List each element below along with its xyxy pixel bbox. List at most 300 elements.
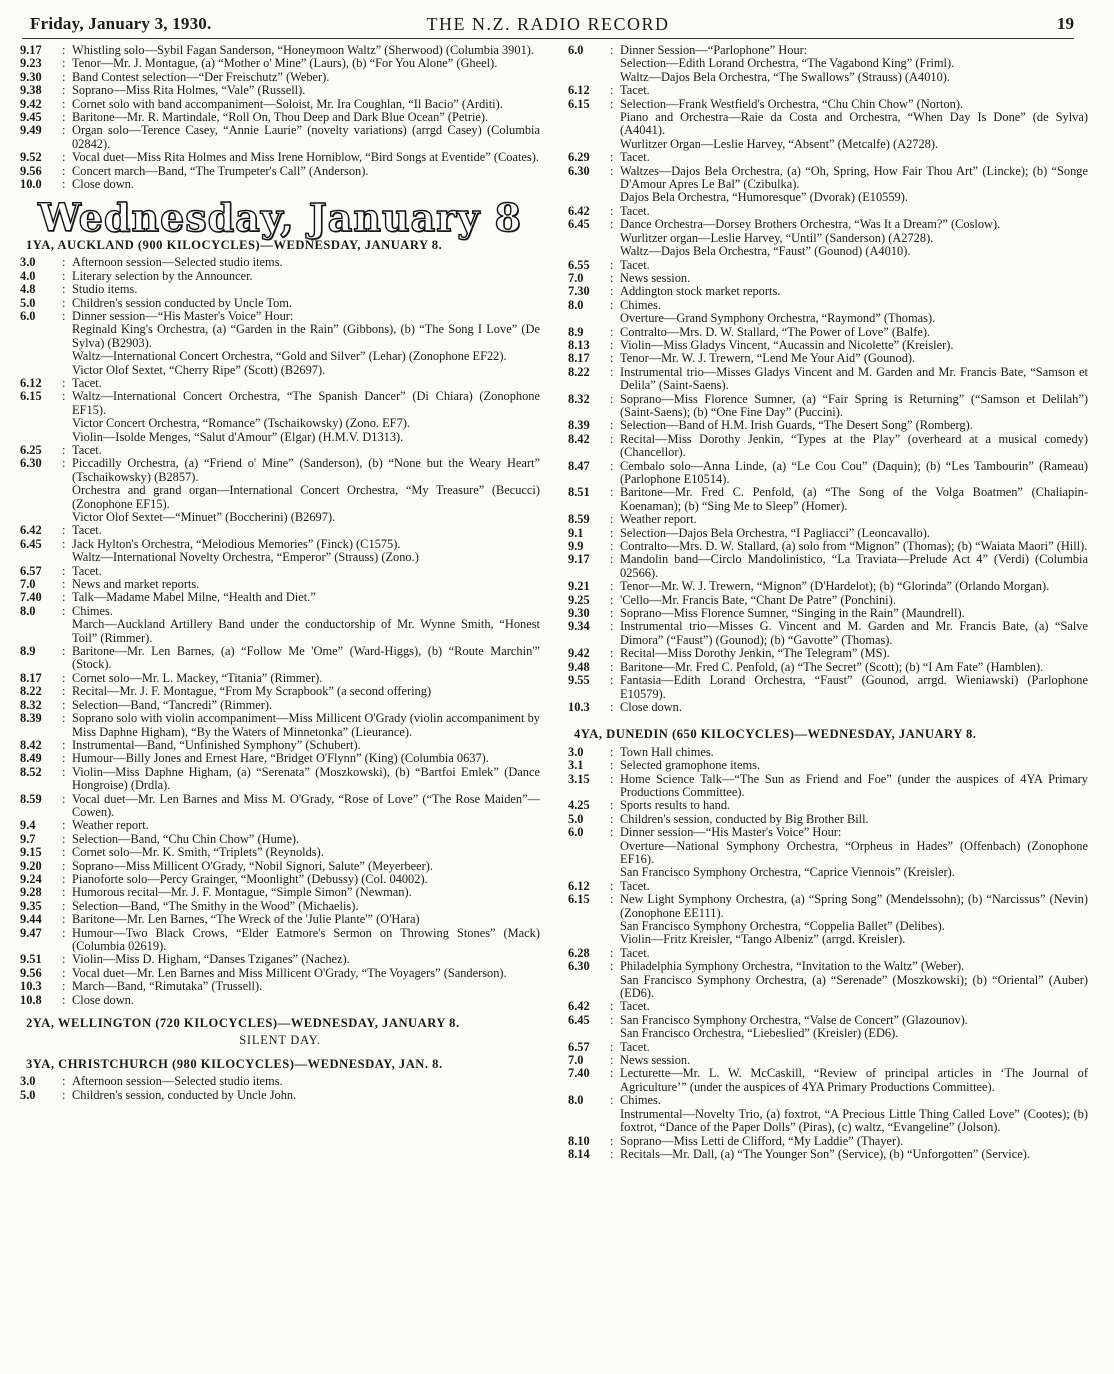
entry-time: 8.22 <box>20 684 42 699</box>
station-heading-auckland: 1YA, AUCKLAND (900 KILOCYCLES)—WEDNESDAY, JANUARY 8. <box>26 237 443 252</box>
programme-entry <box>20 484 540 511</box>
entry-time: 6.0 <box>20 308 36 323</box>
entry-time: 4.0 <box>20 268 36 283</box>
entry-time: 3.1 <box>568 758 584 773</box>
programme-entry: 5.0 : Children's session, conducted by Big Brother Bill. <box>568 813 1088 826</box>
programme-entry: 6.57 : Tacet. <box>568 1041 1088 1054</box>
entry-description: Violin—Miss Gladys Vincent, “Aucassin and Nicolette” (Kreisler). <box>620 337 954 352</box>
entry-time: 8.32 <box>20 697 42 712</box>
page-number: 19 <box>1057 14 1074 33</box>
entry-time: 9.51 <box>20 952 42 967</box>
entry-description: Baritone—Mr. Fred C. Penfold, (a) “The Secret” (Scott); (b) “I Am Fate” (Hamblen). <box>620 659 1044 674</box>
programme-entry: 9.17 : Mandolin band—Circlo Mandolinistico, “La Traviata—Prelude Act 4” (Verdi) (Columbia 02566). <box>568 552 1088 580</box>
entry-description: Town Hall chimes. <box>620 744 714 759</box>
entry-description: Dinner session—“His Master's Voice” Hour: <box>620 825 842 840</box>
entry-description: Philadelphia Symphony Orchestra, “Invitation to the Waltz” (Weber). <box>620 959 965 974</box>
entry-description: Victor Olof Sextet, “Cherry Ripe” (Scott) (B2697). <box>72 362 326 377</box>
entry-description: Violin—Fritz Kreisler, “Tango Albeniz” (arrgd. Kreisler). <box>620 932 906 947</box>
entry-description: Literary selection by the Announcer. <box>72 268 253 283</box>
entry-time: 6.45 <box>20 536 42 551</box>
entry-time: 7.40 <box>568 1066 590 1081</box>
entry-time: 9.23 <box>20 56 42 71</box>
entry-description: Organ solo—Terence Casey, “Annie Laurie” (novelty variations) (arrgd Casey) (Columbia 02842). <box>72 123 540 151</box>
entry-description: Soprano—Miss Millicent O'Grady, “Nobil Signori, Salute” (Meyerbeer). <box>72 858 434 873</box>
programme-entry: 6.42 : Tacet. <box>20 524 540 537</box>
entry-description: Tacet. <box>72 523 102 538</box>
entry-time: 6.45 <box>568 217 590 232</box>
programme-entry: 9.42 : Recital—Miss Dorothy Jenkin, “The Telegram” (MS). <box>568 647 1088 660</box>
entry-time: 8.39 <box>568 418 590 433</box>
programme-entry: 9.30 : Band Contest selection—“Der Freischutz” (Weber). <box>20 71 540 84</box>
entry-description: Recitals—Mr. Dall, (a) “The Younger Son” (Service), (b) “Unforgotten” (Service). <box>620 1146 1030 1161</box>
programme-entry: 9.23 : Tenor—Mr. J. Montague, (a) “Mother o' Mine” (Laurs), (b) “For You Alone” (Gheel). <box>20 57 540 70</box>
entry-time: 6.0 <box>568 825 584 840</box>
programme-entry: 10.3 : March—Band, “Rimutaka” (Trussell). <box>20 980 540 993</box>
programme-entry: 5.0 : Children's session, conducted by Uncle John. <box>20 1089 540 1102</box>
entry-description: Dajos Bela Orchestra, “Humoresque” (Dvorak) (E10559). <box>620 190 908 205</box>
programme-entry: 6.42 : Tacet. <box>568 1000 1088 1013</box>
programme-entry: 6.57 : Tacet. <box>20 565 540 578</box>
entry-time: 6.15 <box>20 389 42 404</box>
entry-time: 7.0 <box>568 1053 584 1068</box>
programme-entry: 9.1 : Selection—Dajos Bela Orchestra, “I Pagliacci” (Leoncavallo). <box>568 527 1088 540</box>
christchurch-programme-continued <box>568 44 1088 714</box>
entry-description: Selection—Band, “The Smithy in the Wood” (Michaelis). <box>72 898 359 913</box>
entry-description: Jack Hylton's Orchestra, “Melodious Memories” (Finck) (C1575). <box>72 536 401 551</box>
programme-entry: 6.12 : Tacet. <box>568 880 1088 893</box>
programme-entry: 9.56 : Vocal duet—Mr. Len Barnes and Miss Millicent O'Grady, “The Voyagers” (Sanderson). <box>20 967 540 980</box>
entry-description: Weather report. <box>620 512 697 527</box>
entry-time: 9.35 <box>20 898 42 913</box>
entry-description: Waltzes—Dajos Bela Orchestra, (a) “Oh, Spring, How Fair Thou Art” (Lincke); (b) “Songe D'Amour Apres Le Bal” (Czibulka). <box>620 163 1088 192</box>
entry-description: Studio items. <box>72 282 138 297</box>
programme-entry: 8.17 : Cornet solo—Mr. L. Mackey, “Titania” (Rimmer). <box>20 672 540 685</box>
programme-entry: 7.0 : News and market reports. <box>20 578 540 591</box>
entry-time: 9.56 <box>20 163 42 178</box>
entry-description: Contralto—Mrs. D. W. Stallard, (a) solo from “Mignon” (Thomas); (b) “Waiata Maori” (Hill). <box>620 539 1088 554</box>
entry-time: 5.0 <box>20 1087 36 1102</box>
entry-description: Waltz—Dajos Bela Orchestra, “Faust” (Gounod) (A4010). <box>620 244 911 259</box>
programme-entry <box>568 57 1088 70</box>
entry-time: 6.45 <box>568 1012 590 1027</box>
entry-time: 9.52 <box>20 150 42 165</box>
entry-description: Children's session conducted by Uncle Tom. <box>72 295 293 310</box>
entry-description: Concert march—Band, “The Trumpeter's Call” (Anderson). <box>72 163 369 178</box>
programme-entry: 6.0 : Dinner session—“His Master's Voice” Hour: <box>568 826 1088 839</box>
entry-time: 10.0 <box>20 177 42 192</box>
entry-time: 9.42 <box>20 96 42 111</box>
issue-date: Friday, January 3, 1930. <box>30 14 212 33</box>
entry-description: Baritone—Mr. Fred C. Penfold, (a) “The Song of the Volga Boatmen” (Chaliapin-Koenaman); (b) “Sing Me to Sleep” (Homer). <box>620 485 1088 513</box>
entry-description: Baritone—Mr. Len Barnes, (a) “Follow Me 'Ome” (Ward-Higgs), (b) “Route Marchin'” (Stock). <box>72 644 540 672</box>
programme-entry: 8.13 : Violin—Miss Gladys Vincent, “Aucassin and Nicolette” (Kreisler). <box>568 339 1088 352</box>
entry-time: 9.44 <box>20 912 42 927</box>
right-column <box>568 44 1088 1161</box>
entry-time: 10.3 <box>20 979 42 994</box>
programme-entry: 9.55 : Fantasia—Edith Lorand Orchestra, “Faust” (Gounod, arrgd. Wieniawski) (Parlophone E10579). <box>568 673 1088 701</box>
entry-description: Whistling solo—Sybil Fagan Sanderson, “Honeymoon Waltz” (Sherwood) (Columbia 3901). <box>72 43 534 57</box>
entry-time: 4.8 <box>20 282 36 297</box>
programme-entry: 8.49 : Humour—Billy Jones and Ernest Hare, “Bridget O'Flynn” (King) (Columbia 0637). <box>20 752 540 765</box>
dunedin-programme-list <box>568 746 1088 1162</box>
left-column <box>20 44 540 1102</box>
entry-description: Overture—Grand Symphony Orchestra, “Raymond” (Thomas). <box>620 311 936 326</box>
entry-time: 8.0 <box>568 1093 584 1108</box>
entry-time: 7.30 <box>568 284 590 299</box>
entry-description: News session. <box>620 1053 691 1068</box>
entry-description: Humorous recital—Mr. J. F. Montague, “Simple Simon” (Newman). <box>72 885 412 900</box>
entry-time: 8.49 <box>20 751 42 766</box>
programme-entry: 6.15 : Selection—Frank Westfield's Orchestra, “Chu Chin Chow” (Norton). <box>568 98 1088 111</box>
entry-description: Talk—Madame Mabel Milne, “Health and Diet.” <box>72 590 316 605</box>
programme-entry: 9.20 : Soprano—Miss Millicent O'Grady, “Nobil Signori, Salute” (Meyerbeer). <box>20 860 540 873</box>
entry-time: 9.25 <box>568 592 590 607</box>
programme-entry: 9.48 : Baritone—Mr. Fred C. Penfold, (a) “The Secret” (Scott); (b) “I Am Fate” (Hamblen). <box>568 661 1088 674</box>
programme-entry: 6.30 : Waltzes—Dajos Bela Orchestra, (a) “Oh, Spring, How Fair Thou Art” (Lincke); (b) “Songe D'Amour Apres Le Bal” (Czibulka). <box>568 163 1088 192</box>
entry-description: Waltz—International Concert Orchestra, “Gold and Silver” (Lehar) (Zonophone EF22). <box>72 349 507 364</box>
programme-entry: 9.42 : Cornet solo with band accompaniment—Soloist, Mr. Ira Coughlan, “Il Bacio” (Arditi). <box>20 98 540 111</box>
entry-description: Lecturette—Mr. L. W. McCaskill, “Review of principal articles in ‘The Journal of Agriculture’” (under the auspices of 4YA Primary Productions Committee). <box>620 1066 1088 1094</box>
entry-description: San Francisco Symphony Orchestra, “Caprice Viennois” (Kreisler). <box>620 865 955 880</box>
entry-time: 6.29 <box>568 150 590 165</box>
entry-time: 8.13 <box>568 337 590 352</box>
programme-entry: 9.28 : Humorous recital—Mr. J. F. Montague, “Simple Simon” (Newman). <box>20 886 540 899</box>
programme-entry: 7.40 : Talk—Madame Mabel Milne, “Health and Diet.” <box>20 591 540 604</box>
entry-description: Afternoon session—Selected studio items. <box>72 1074 283 1089</box>
entry-time: 3.0 <box>568 744 584 759</box>
programme-entry: 8.0 : Chimes. <box>568 1094 1088 1107</box>
entry-description: Baritone—Mr. Len Barnes, “The Wreck of the 'Julie Plante'” (O'Hara) <box>72 912 420 927</box>
entry-description: Dinner session—“His Master's Voice” Hour: <box>72 308 294 323</box>
entry-description: Cornet solo with band accompaniment—Soloist, Mr. Ira Coughlan, “Il Bacio” (Arditi). <box>72 96 503 111</box>
programme-entry <box>568 138 1088 151</box>
programme-entry: 8.10 : Soprano—Miss Letti de Clifford, “My Laddie” (Thayer). <box>568 1135 1088 1148</box>
programme-entry: 8.42 : Recital—Miss Dorothy Jenkin, “Types at the Play” (overheard at a musical comedy) (Chancellor). <box>568 431 1088 460</box>
entry-description: Tenor—Mr. W. J. Trewern, “Mignon” (D'Hardelot); (b) “Glorinda” (Orlando Morgan). <box>620 579 1050 594</box>
entry-description: Recital—Mr. J. F. Montague, “From My Scrapbook” (a second offering) <box>72 684 432 699</box>
entry-description: Tacet. <box>620 83 650 98</box>
programme-entry: 6.29 : Tacet. <box>568 151 1088 164</box>
programme-entry: 6.15 : New Light Symphony Orchestra, (a) “Spring Song” (Mendelssohn); (b) “Narcissus” (Nevin) (Zonophone EE111). <box>568 892 1088 920</box>
programme-entry: 6.12 : Tacet. <box>568 84 1088 97</box>
entry-time: 6.42 <box>568 203 590 218</box>
entry-time: 8.0 <box>20 603 36 618</box>
programme-entry <box>20 618 540 645</box>
entry-description: Contralto—Mrs. D. W. Stallard, “The Power of Love” (Balfe). <box>620 324 931 339</box>
entry-time: 8.32 <box>568 391 590 406</box>
entry-description: Tacet. <box>620 945 650 960</box>
programme-entry: 8.59 : Vocal duet—Mr. Len Barnes and Miss M. O'Grady, “Rose of Love” (“The Rose Maiden”—Cowen). <box>20 791 540 819</box>
programme-entry: 8.32 : Soprano—Miss Florence Sumner, (a) “Fair Spring is Returning” (“Samson et Delilah”) (Saint-Saens); (b) “One Fine Day” (Puccini). <box>568 391 1088 419</box>
entry-description: Tacet. <box>620 999 650 1014</box>
programme-entry: 9.9 : Contralto—Mrs. D. W. Stallard, (a) solo from “Mignon” (Thomas); (b) “Waiata Maori” (Hill). <box>568 539 1088 554</box>
entry-description: Tacet. <box>72 442 102 457</box>
entry-description: Cornet solo—Mr. K. Smith, “Triplets” (Reynolds). <box>72 845 324 860</box>
entry-time: 8.59 <box>20 791 42 806</box>
programme-entry: 9.45 : Baritone—Mr. R. Martindale, “Roll On, Thou Deep and Dark Blue Ocean” (Petrie). <box>20 111 540 124</box>
programme-entry: 10.0 : Close down. <box>20 178 540 191</box>
entry-time: 9.47 <box>20 925 42 940</box>
entry-time: 6.30 <box>568 163 590 178</box>
entry-description: Soprano—Miss Rita Holmes, “Vale” (Russell). <box>72 83 306 98</box>
programme-entry: 9.25 : 'Cello—Mr. Francis Bate, “Chant De Patre” (Ponchini). <box>568 594 1088 607</box>
entry-description: San Francisco Symphony Orchestra, “Valse de Concert” (Glazounov). <box>620 1012 968 1027</box>
programme-entry: 8.42 : Instrumental—Band, “Unfinished Symphony” (Schubert). <box>20 739 540 752</box>
entry-description: Recital—Miss Dorothy Jenkin, “Types at the Play” (overheard at a musical comedy) (Chancellor). <box>620 431 1088 460</box>
programme-entry: 8.9 : Contralto—Mrs. D. W. Stallard, “The Power of Love” (Balfe). <box>568 326 1088 339</box>
entry-time: 3.15 <box>568 771 590 786</box>
entry-description: Vocal duet—Mr. Len Barnes and Miss Millicent O'Grady, “The Voyagers” (Sanderson). <box>72 965 507 980</box>
day-title: Wednesday, January 8 <box>38 195 522 241</box>
entry-time: 7.0 <box>20 577 36 592</box>
entry-description: Selection—Dajos Bela Orchestra, “I Pagliacci” (Leoncavallo). <box>620 525 930 540</box>
entry-time: 8.0 <box>568 297 584 312</box>
programme-entry: 7.40 : Lecturette—Mr. L. W. McCaskill, “Review of principal articles in ‘The Journal of Agriculture’” (under the auspices of 4YA Primary Productions Committee). <box>568 1066 1088 1094</box>
entry-description: Selection—Band of H.M. Irish Guards, “The Desert Song” (Romberg). <box>620 418 973 433</box>
publication-title: THE N.Z. RADIO RECORD <box>426 14 670 34</box>
programme-entry <box>20 431 540 444</box>
programme-entry <box>568 111 1088 138</box>
entry-description: Overture—National Symphony Orchestra, “Orpheus in Hades” (Offenbach) (Zonophone EF16). <box>620 838 1088 866</box>
entry-description: Tacet. <box>620 203 650 218</box>
entry-time: 6.12 <box>568 878 590 893</box>
station-heading-wellington: 2YA, WELLINGTON (720 KILOCYCLES)—WEDNESDAY, JANUARY 8. <box>26 1016 460 1031</box>
entry-description: Addington stock market reports. <box>620 284 781 299</box>
entry-description: Recital—Miss Dorothy Jenkin, “The Telegram” (MS). <box>620 646 890 661</box>
programme-entry: 8.14 : Recitals—Mr. Dall, (a) “The Younger Son” (Service), (b) “Unforgotten” (Service). <box>568 1148 1088 1161</box>
programme-entry: 9.30 : Soprano—Miss Florence Sumner, “Singing in the Rain” (Maundrell). <box>568 607 1088 620</box>
programme-entry: 10.8 : Close down. <box>20 994 540 1007</box>
entry-description: Chimes. <box>620 297 661 312</box>
entry-description: Selected gramophone items. <box>620 758 761 773</box>
entry-description: Close down. <box>72 992 134 1007</box>
programme-entry <box>568 920 1088 933</box>
entry-description: Close down. <box>72 177 134 192</box>
entry-description: Home Science Talk—“The Sun as Friend and Foe” (under the auspices of 4YA Primary Productions Committee). <box>620 771 1088 799</box>
programme-entry: 5.0 : Children's session conducted by Uncle Tom. <box>20 297 540 310</box>
entry-description: Selection—Edith Lorand Orchestra, “The Vagabond King” (Friml). <box>620 56 955 71</box>
entry-description: March—Band, “Rimutaka” (Trussell). <box>72 979 263 994</box>
programme-entry: 8.39 : Selection—Band of H.M. Irish Guards, “The Desert Song” (Romberg). <box>568 419 1088 432</box>
programme-entry: 6.0 : Dinner session—“His Master's Voice” Hour: <box>20 310 540 323</box>
programme-entry <box>568 866 1088 879</box>
entry-time: 10.3 <box>568 699 590 714</box>
entry-description: Violin—Isolde Menges, “Salut d'Amour” (Elgar) (H.M.V. D1313). <box>72 429 404 444</box>
programme-entry: 7.0 : News session. <box>568 272 1088 285</box>
programme-entry: 4.25 : Sports results to hand. <box>568 799 1088 812</box>
entry-description: Humour—Two Black Crows, “Elder Eatmore's Sermon on Throwing Stones” (Mack) (Columbia 02619). <box>72 925 540 953</box>
entry-time: 6.0 <box>568 43 584 57</box>
entry-description: Soprano solo with violin accompaniment—Miss Millicent O'Grady (violin accompaniment by Miss Daphne Higham), “By the Waters of Minnetonka” (Lieurance). <box>72 711 540 739</box>
entry-time: 7.40 <box>20 590 42 605</box>
programme-entry: 9.24 : Pianoforte solo—Percy Grainger, “Moonlight” (Debussy) (Col. 04002). <box>20 873 540 886</box>
programme-entry: 8.9 : Baritone—Mr. Len Barnes, (a) “Follow Me 'Ome” (Ward-Higgs), (b) “Route Marchin'” (Stock). <box>20 644 540 672</box>
entry-description: Children's session, conducted by Big Brother Bill. <box>620 811 869 826</box>
programme-entry: 6.30 : Philadelphia Symphony Orchestra, “Invitation to the Waltz” (Weber). <box>568 960 1088 973</box>
entry-description: San Francisco Symphony Orchestra, (a) “Serenade” (Moszkowski); (b) “Oriental” (Auber) (ED6). <box>620 972 1088 1001</box>
entry-time: 6.57 <box>568 1039 590 1054</box>
entry-description: Selection—Band, “Tancredi” (Rimmer). <box>72 697 273 712</box>
entry-description: Tacet. <box>72 375 102 390</box>
programme-entry: 6.25 : Tacet. <box>20 444 540 457</box>
programme-entry: 9.17 : Whistling solo—Sybil Fagan Sanderson, “Honeymoon Waltz” (Sherwood) (Columbia 3901). <box>20 44 540 57</box>
programme-entry <box>20 323 540 350</box>
entry-description: Wurlitzer organ—Leslie Harvey, “Until” (Sanderson) (A2728). <box>620 230 934 245</box>
entry-time: 9.38 <box>20 83 42 98</box>
entry-description: March—Auckland Artillery Band under the conductorship of Mr. Wynne Smith, “Honest Toil” (Rimmer). <box>72 617 540 645</box>
entry-time: 3.0 <box>20 255 36 270</box>
entry-time: 8.52 <box>20 764 42 779</box>
entry-time: 6.42 <box>20 523 42 538</box>
programme-entry: 8.22 : Recital—Mr. J. F. Montague, “From My Scrapbook” (a second offering) <box>20 685 540 698</box>
programme-entry <box>20 350 540 363</box>
entry-description: Mandolin band—Circlo Mandolinistico, “La Traviata—Prelude Act 4” (Verdi) (Columbia 02566). <box>620 552 1088 580</box>
entry-time: 5.0 <box>568 811 584 826</box>
entry-time: 6.12 <box>20 375 42 390</box>
programme-entry <box>20 417 540 430</box>
programme-entry: 6.45 : Jack Hylton's Orchestra, “Melodious Memories” (Finck) (C1575). <box>20 538 540 551</box>
programme-entry: 9.47 : Humour—Two Black Crows, “Elder Eatmore's Sermon on Throwing Stones” (Mack) (Columbia 02619). <box>20 925 540 953</box>
entry-description: Victor Concert Orchestra, “Romance” (Tschaikowsky) (Zono. EF7). <box>72 416 410 431</box>
entry-description: Piano and Orchestra—Raie da Costa and Orchestra, “When Day Is Done” (de Sylva) (A4041). <box>620 110 1088 138</box>
entry-description: Close down. <box>620 699 682 714</box>
programme-entry: 4.8 : Studio items. <box>20 283 540 296</box>
programme-entry: 6.45 : San Francisco Symphony Orchestra, “Valse de Concert” (Glazounov). <box>568 1014 1088 1027</box>
entry-description: New Light Symphony Orchestra, (a) “Spring Song” (Mendelssohn); (b) “Narcissus” (Nevin) (Zonophone EE111). <box>620 892 1088 920</box>
christchurch-programme-list <box>20 1075 540 1102</box>
entry-description: Waltz—International Concert Orchestra, “The Spanish Dancer” (Di Chiara) (Zonophone EF15). <box>72 389 540 417</box>
entry-time: 6.28 <box>568 945 590 960</box>
entry-description: Tacet. <box>72 563 102 578</box>
entry-time: 9.28 <box>20 885 42 900</box>
page-header <box>22 12 1074 39</box>
entry-description: Tenor—Mr. J. Montague, (a) “Mother o' Mine” (Laurs), (b) “For You Alone” (Gheel). <box>72 56 498 71</box>
programme-entry: 8.39 : Soprano solo with violin accompaniment—Miss Millicent O'Grady (violin accompaniment by Miss Daphne Higham), “By the Waters of Minnetonka” (Lieurance). <box>20 711 540 739</box>
entry-description: Baritone—Mr. R. Martindale, “Roll On, Thou Deep and Dark Blue Ocean” (Petrie). <box>72 110 489 125</box>
entry-time: 9.56 <box>20 965 42 980</box>
programme-entry: 9.44 : Baritone—Mr. Len Barnes, “The Wreck of the 'Julie Plante'” (O'Hara) <box>20 913 540 926</box>
programme-entry: 6.12 : Tacet. <box>20 377 540 390</box>
entry-time: 6.30 <box>20 456 42 471</box>
entry-description: Humour—Billy Jones and Ernest Hare, “Bridget O'Flynn” (King) (Columbia 0637). <box>72 751 489 766</box>
programme-entry <box>568 974 1088 1001</box>
entry-description: Instrumental—Novelty Trio, (a) foxtrot, “A Precious Little Thing Called Love” (Cootes); (b) foxtrot, “Dance of the Paper Dolls” (Piras), (c) waltz, “Evangeline” (Jolson). <box>620 1106 1088 1135</box>
entry-description: Tacet. <box>620 1039 650 1054</box>
entry-description: Instrumental—Band, “Unfinished Symphony” (Schubert). <box>72 737 361 752</box>
entry-time: 8.10 <box>568 1133 590 1148</box>
entry-description: Soprano—Miss Letti de Clifford, “My Laddie” (Thayer). <box>620 1133 904 1148</box>
programme-entry: 6.30 : Piccadilly Orchestra, (a) “Friend o' Mine” (Sanderson), (b) “None but the Weary Heart” (Tschaikowsky) (B2857). <box>20 456 540 484</box>
programme-entry <box>568 312 1088 325</box>
programme-entry <box>20 511 540 524</box>
entry-time: 8.14 <box>568 1146 590 1161</box>
entry-description: News session. <box>620 270 691 285</box>
entry-description: Waltz—International Novelty Orchestra, “Emperor” (Strauss) (Zono.) <box>72 550 419 565</box>
programme-entry: 8.17 : Tenor—Mr. W. J. Trewern, “Lend Me Your Aid” (Gounod). <box>568 352 1088 365</box>
programme-entry <box>20 364 540 377</box>
programme-entry: 3.0 : Afternoon session—Selected studio items. <box>20 256 540 269</box>
entry-time: 6.15 <box>568 892 590 907</box>
station-heading-dunedin: 4YA, DUNEDIN (650 KILOCYCLES)—WEDNESDAY, JANUARY 8. <box>574 727 977 742</box>
entry-time: 9.49 <box>20 123 42 138</box>
entry-description: San Francisco Orchestra, “Liebeslied” (Kreisler) (ED6). <box>620 1026 899 1041</box>
entry-description: Cornet solo—Mr. L. Mackey, “Titania” (Rimmer). <box>72 670 323 685</box>
programme-entry: 6.45 : Dance Orchestra—Dorsey Brothers Orchestra, “Was It a Dream?” (Coslow). <box>568 218 1088 231</box>
programme-entry <box>568 933 1088 946</box>
entry-time: 9.55 <box>568 673 590 688</box>
entry-description: Vocal duet—Miss Rita Holmes and Miss Irene Horniblow, “Bird Songs at Eventide” (Coates). <box>72 150 539 165</box>
entry-time: 4.25 <box>568 798 590 813</box>
entry-time: 6.42 <box>568 999 590 1014</box>
entry-description: Reginald King's Orchestra, (a) “Garden in the Rain” (Gibbons), (b) “The Song I Love” (De Sylva) (B2903). <box>72 322 540 350</box>
programme-entry: 4.0 : Literary selection by the Announcer. <box>20 270 540 283</box>
entry-description: Selection—Frank Westfield's Orchestra, “Chu Chin Chow” (Norton). <box>620 96 964 111</box>
entry-time: 8.51 <box>568 485 590 500</box>
entry-time: 9.30 <box>20 69 42 84</box>
silent-day-note: SILENT DAY. <box>239 1033 321 1048</box>
programme-entry: 3.1 : Selected gramophone items. <box>568 759 1088 772</box>
entry-time: 8.22 <box>568 364 590 379</box>
programme-entry: 9.49 : Organ solo—Terence Casey, “Annie Laurie” (novelty variations) (arrgd Casey) (Columbia 02842). <box>20 123 540 151</box>
programme-entry: 3.0 : Town Hall chimes. <box>568 746 1088 759</box>
entry-description: Instrumental trio—Misses Gladys Vincent and M. Garden and Mr. Francis Bate, “Samson et Delila” (Saint-Saens). <box>620 364 1088 393</box>
programme-entry: 9.7 : Selection—Band, “Chu Chin Chow” (Hume). <box>20 833 540 846</box>
programme-entry: 6.42 : Tacet. <box>568 205 1088 218</box>
entry-time: 8.9 <box>568 324 584 339</box>
entry-time: 8.42 <box>568 431 590 446</box>
entry-time: 9.20 <box>20 858 42 873</box>
programme-entry: 10.3 : Close down. <box>568 701 1088 714</box>
programme-entry: 6.15 : Waltz—International Concert Orchestra, “The Spanish Dancer” (Di Chiara) (Zonophone EF15). <box>20 389 540 417</box>
entry-description: Chimes. <box>72 603 113 618</box>
entry-description: Pianoforte solo—Percy Grainger, “Moonlight” (Debussy) (Col. 04002). <box>72 871 428 886</box>
programme-entry <box>568 191 1088 204</box>
entry-description: Piccadilly Orchestra, (a) “Friend o' Mine” (Sanderson), (b) “None but the Weary Heart” (Tschaikowsky) (B2857). <box>72 456 540 484</box>
entry-description: Waltz—Dajos Bela Orchestra, “The Swallows” (Strauss) (A4010). <box>620 69 951 84</box>
programme-entry <box>568 1108 1088 1135</box>
entry-time: 6.57 <box>20 563 42 578</box>
entry-description: News and market reports. <box>72 577 200 592</box>
programme-entry: 6.28 : Tacet. <box>568 947 1088 960</box>
entry-description: Children's session, conducted by Uncle John. <box>72 1087 297 1102</box>
programme-entry: 6.55 : Tacet. <box>568 259 1088 272</box>
programme-entry: 8.52 : Violin—Miss Daphne Higham, (a) “Serenata” (Moszkowski), (b) “Bartfoi Emlek” (Dance Hongroise) (Drdla). <box>20 764 540 793</box>
entry-time: 8.9 <box>20 644 36 659</box>
entry-time: 8.39 <box>20 711 42 726</box>
entry-description: Vocal duet—Mr. Len Barnes and Miss M. O'Grady, “Rose of Love” (“The Rose Maiden”—Cowen). <box>72 791 540 819</box>
programme-entry: 8.22 : Instrumental trio—Misses Gladys Vincent and M. Garden and Mr. Francis Bate, “Samson et Delila” (Saint-Saens). <box>568 364 1088 393</box>
entry-time: 6.12 <box>568 83 590 98</box>
entry-time: 8.17 <box>20 670 42 685</box>
programme-entry: 3.0 : Afternoon session—Selected studio items. <box>20 1075 540 1088</box>
entry-description: Dance Orchestra—Dorsey Brothers Orchestra, “Was It a Dream?” (Coslow). <box>620 217 1001 232</box>
entry-description: Dinner Session—“Parlophone” Hour: <box>620 43 808 57</box>
programme-entry <box>568 232 1088 245</box>
programme-entry: 9.52 : Vocal duet—Miss Rita Holmes and Miss Irene Horniblow, “Bird Songs at Eventide” (Coates). <box>20 150 539 165</box>
entry-time: 9.45 <box>20 110 42 125</box>
entry-time: 6.15 <box>568 96 590 111</box>
entry-time: 9.17 <box>20 43 42 57</box>
entry-time: 9.42 <box>568 646 590 661</box>
entry-description: Tenor—Mr. W. J. Trewern, “Lend Me Your Aid” (Gounod). <box>620 351 916 366</box>
entry-description: Soprano—Miss Florence Sumner, (a) “Fair Spring is Returning” (“Samson et Delilah”) (Saint-Saens); (b) “One Fine Day” (Puccini). <box>620 391 1088 419</box>
entry-description: Afternoon session—Selected studio items. <box>72 255 283 270</box>
programme-entry <box>568 71 1088 84</box>
entry-description: Chimes. <box>620 1093 661 1108</box>
entry-time: 8.17 <box>568 351 590 366</box>
entry-description: Band Contest selection—“Der Freischutz” (Weber). <box>72 69 330 84</box>
programme-entry: 8.0 : Chimes. <box>568 299 1088 312</box>
